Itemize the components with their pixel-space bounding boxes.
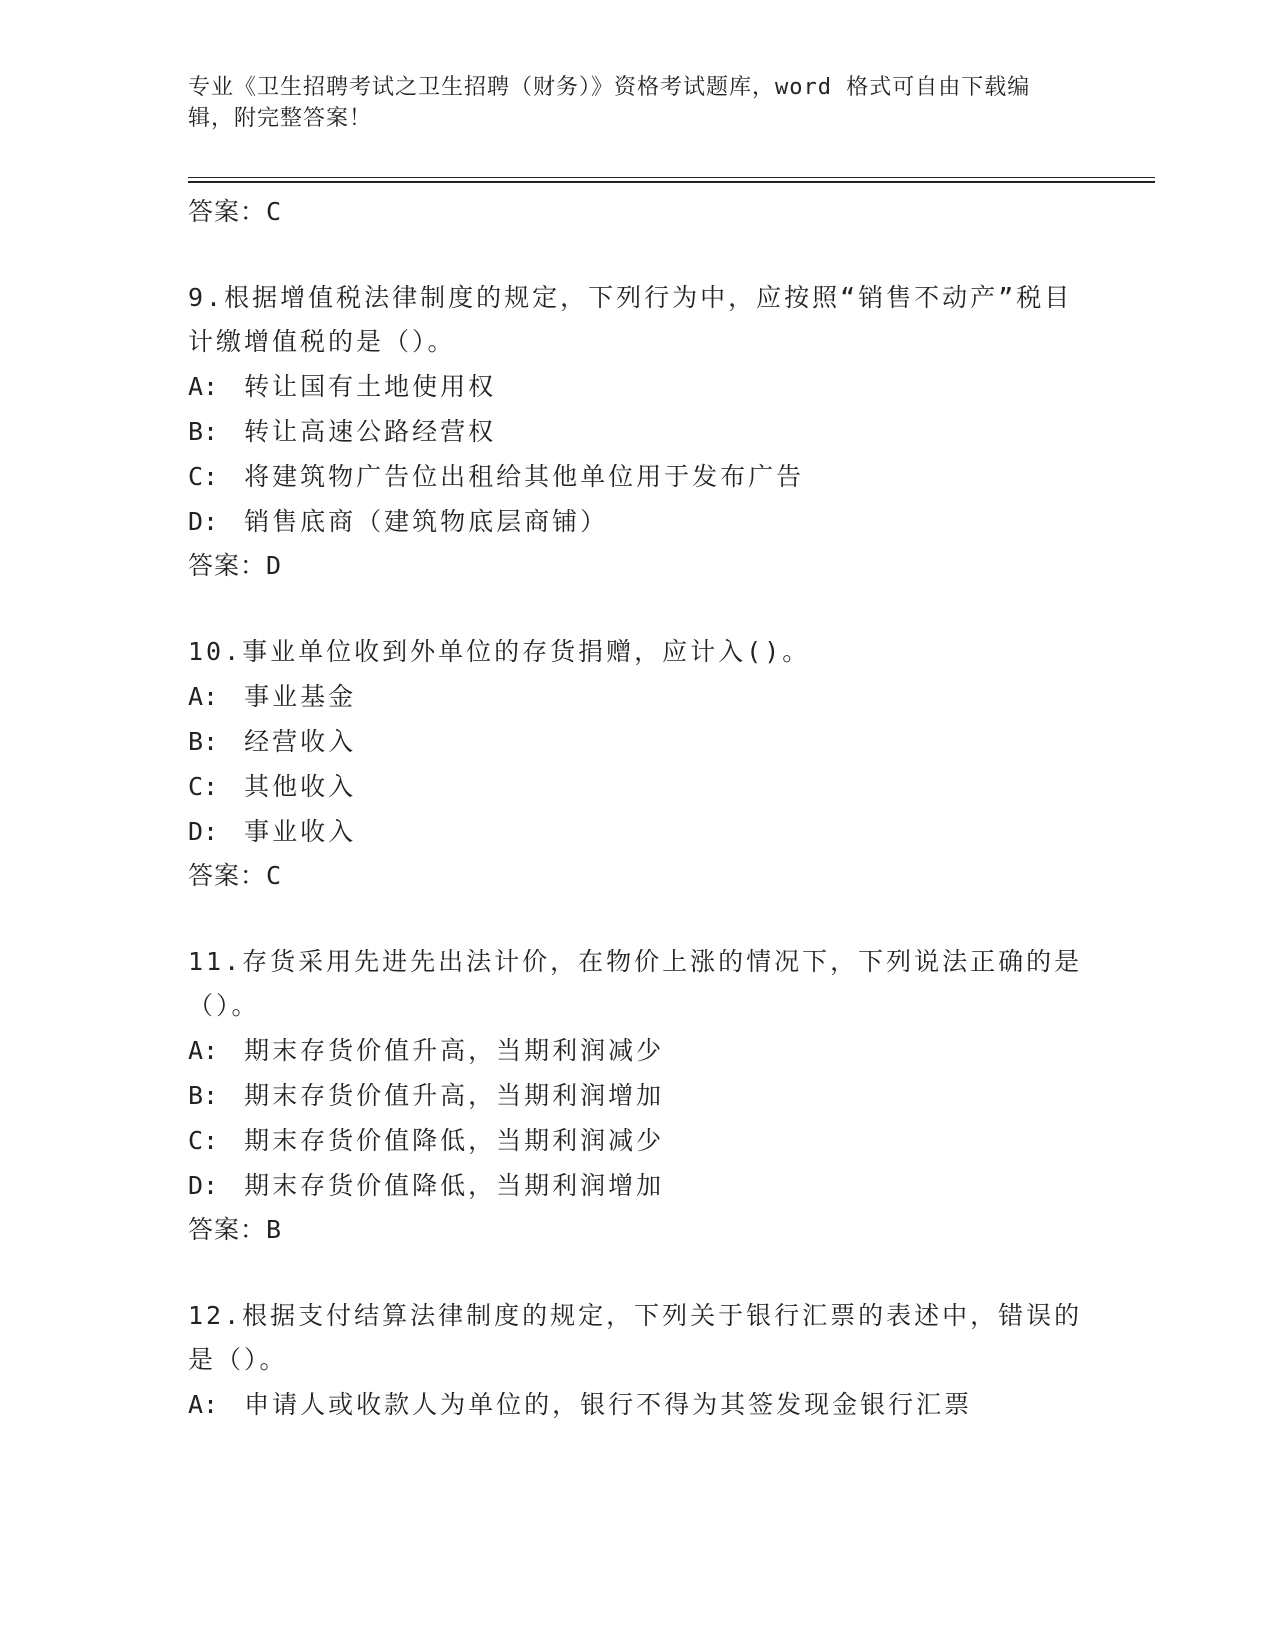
option-d: [188, 1163, 1088, 1208]
option-c: [188, 1118, 1088, 1163]
option-letter: A:: [188, 1390, 219, 1419]
header-divider-thin: [188, 177, 1155, 178]
question-block: [188, 1294, 1088, 1427]
option-b: [188, 719, 1088, 764]
option-letter: C:: [188, 462, 219, 491]
option-letter: C:: [188, 1126, 219, 1155]
option-text: 事业收入: [244, 817, 357, 846]
answer-value: C: [266, 197, 283, 226]
option-text: 销售底商（建筑物底层商铺）: [244, 507, 609, 536]
option-c: [188, 454, 1088, 499]
option-text: 申请人或收款人为单位的，银行不得为其签发现金银行汇票: [244, 1390, 973, 1419]
option-letter: D:: [188, 507, 219, 536]
answer-line: [188, 544, 1088, 588]
option-text: 其他收入: [244, 772, 357, 801]
option-text: 将建筑物广告位出租给其他单位用于发布广告: [244, 462, 805, 491]
answer-label: 答案：: [188, 861, 267, 890]
question-text: 11.存货采用先进先出法计价，在物价上涨的情况下，下列说法正确的是（）。: [188, 947, 1083, 1020]
option-letter: B:: [188, 727, 219, 756]
option-letter: B:: [188, 417, 219, 446]
option-text: 期末存货价值升高，当期利润增加: [244, 1081, 665, 1110]
document-header: 专业《卫生招聘考试之卫生招聘（财务）》资格考试题库，word 格式可自由下载编辑，附完整答案！: [188, 75, 1031, 131]
answer-label: 答案：: [188, 197, 267, 226]
question-text: 12.根据支付结算法律制度的规定，下列关于银行汇票的表述中，错误的是（）。: [188, 1301, 1083, 1374]
answer-value: C: [266, 861, 283, 890]
option-letter: D:: [188, 1171, 219, 1200]
answer-label: 答案：: [188, 551, 267, 580]
option-letter: A:: [188, 1036, 219, 1065]
option-letter: D:: [188, 817, 219, 846]
option-text: 期末存货价值升高，当期利润减少: [244, 1036, 665, 1065]
option-text: 转让国有土地使用权: [244, 372, 497, 401]
option-a: [188, 1382, 1088, 1427]
option-c: [188, 764, 1088, 809]
option-text: 转让高速公路经营权: [244, 417, 497, 446]
question-block: [188, 630, 1088, 898]
answer-value: B: [266, 1215, 283, 1244]
question-text: 10.事业单位收到外单位的存货捐赠，应计入()。: [188, 637, 811, 666]
option-text: 事业基金: [244, 682, 357, 711]
option-a: [188, 674, 1088, 719]
option-a: [188, 364, 1088, 409]
option-d: [188, 499, 1088, 544]
question-text: 9.根据增值税法律制度的规定，下列行为中，应按照“销售不动产”税目计缴增值税的是（）。: [188, 283, 1073, 356]
option-letter: C:: [188, 772, 219, 801]
option-d: [188, 809, 1088, 854]
option-letter: A:: [188, 682, 219, 711]
option-text: 经营收入: [244, 727, 357, 756]
answer-line: [188, 854, 1088, 898]
question-block: [188, 940, 1088, 1252]
option-letter: A:: [188, 372, 219, 401]
option-b: [188, 409, 1088, 454]
option-text: 期末存货价值降低，当期利润减少: [244, 1126, 665, 1155]
option-b: [188, 1073, 1088, 1118]
answer-line: [188, 190, 1088, 234]
answer-line: [188, 1208, 1088, 1252]
option-text: 期末存货价值降低，当期利润增加: [244, 1171, 665, 1200]
option-letter: B:: [188, 1081, 219, 1110]
question-list: [188, 190, 1088, 1427]
question-block: [188, 276, 1088, 588]
answer-value: D: [266, 551, 283, 580]
answer-label: 答案：: [188, 1215, 267, 1244]
option-a: [188, 1028, 1088, 1073]
header-divider-thick: [188, 181, 1155, 183]
